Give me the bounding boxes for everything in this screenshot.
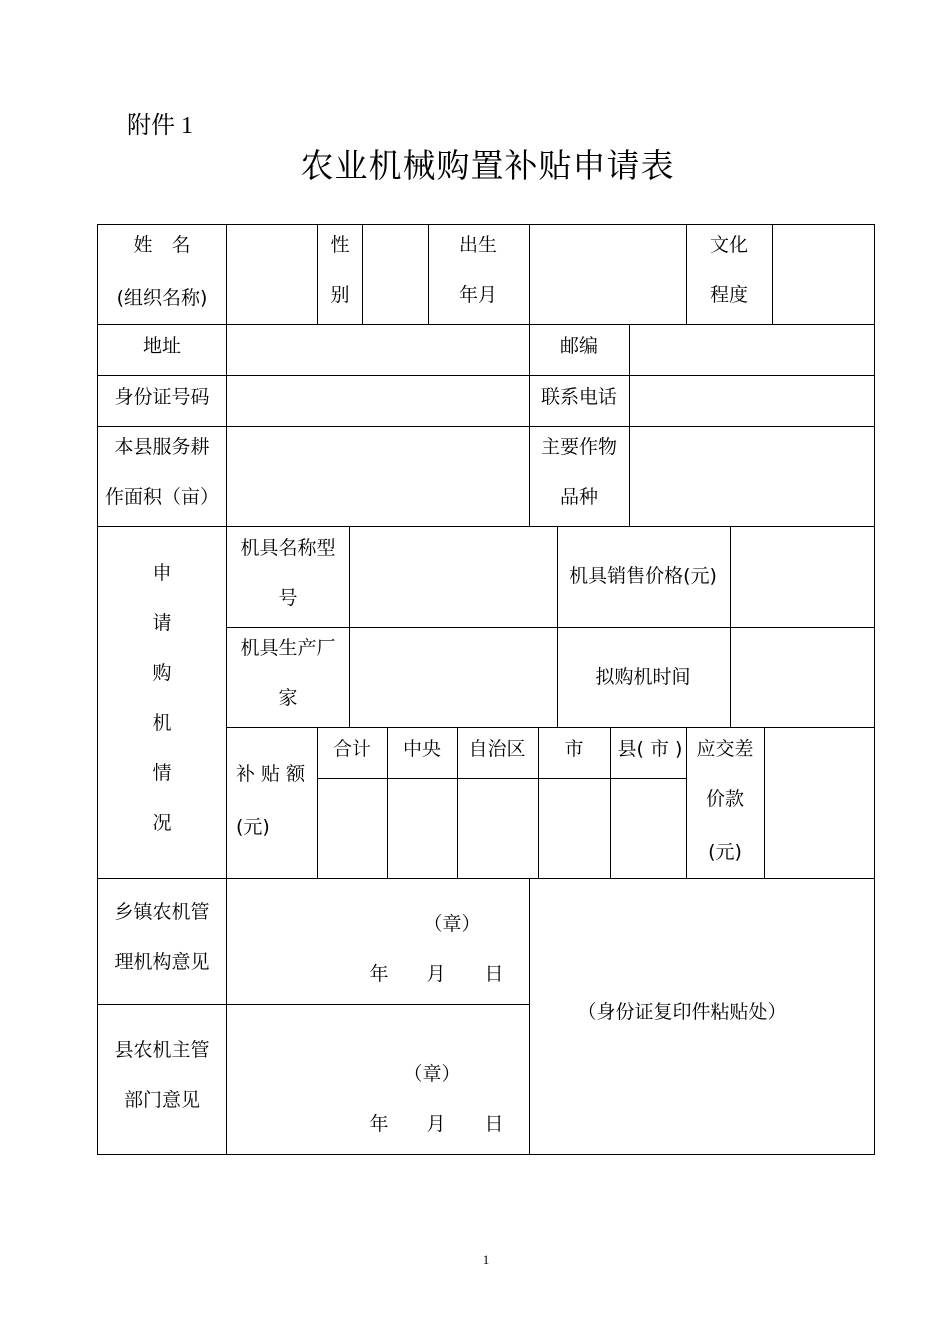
gender-label-line2: 别	[330, 284, 350, 306]
purchase-section-char: 情	[152, 762, 172, 784]
subsidy-col-county: 县( 市 )	[617, 738, 683, 760]
machine-model-label: 机具名称型	[240, 537, 336, 559]
gender-label: 性	[330, 234, 350, 256]
subsidy-col-central: 中央	[402, 738, 442, 760]
balance-label-line2: 价款	[705, 788, 745, 810]
machine-model-label-line2: 号	[278, 587, 298, 609]
birth-label: 出生	[458, 234, 498, 256]
address-label: 地址	[142, 335, 182, 357]
town-opinion-label-line2: 理机构意见	[114, 951, 210, 973]
subsidy-col-total: 合计	[332, 738, 372, 760]
purchase-section-char: 申	[152, 562, 172, 584]
balance-unit-label: (元)	[708, 841, 742, 863]
manufacturer-label-line2: 家	[278, 687, 298, 709]
purchase-section-char: 请	[152, 612, 172, 634]
town-date-month: 月	[426, 963, 446, 985]
purchase-section-char: 机	[152, 712, 172, 734]
service-area-label-line2: 作面积（亩）	[104, 486, 220, 508]
crop-label: 主要作物	[540, 436, 618, 458]
page-number: 1	[482, 1252, 490, 1267]
id-copy-paste-area-label: （身份证复印件粘贴处）	[577, 1001, 787, 1023]
sale-price-label: 机具销售价格(元)	[569, 565, 717, 587]
education-label-line2: 程度	[709, 284, 749, 306]
county-opinion-label: 县农机主管	[114, 1039, 210, 1061]
birth-label-line2: 年月	[458, 284, 498, 306]
county-opinion-label-line2: 部门意见	[123, 1089, 201, 1111]
town-seal-label: （章）	[423, 913, 481, 935]
subsidy-col-region: 自治区	[468, 738, 526, 760]
town-date-year: 年	[369, 963, 389, 985]
education-label: 文化	[709, 234, 749, 256]
attachment-label: 附件 1	[127, 111, 193, 139]
phone-label: 联系电话	[540, 386, 618, 408]
subsidy-col-city: 市	[564, 738, 584, 760]
form-title: 农业机械购置补贴申请表	[300, 146, 675, 185]
postcode-label: 邮编	[559, 335, 599, 357]
organization-name-label: (组织名称)	[116, 287, 208, 309]
purchase-time-label: 拟购机时间	[595, 666, 691, 688]
name-label: 姓 名	[133, 234, 191, 256]
town-date-day: 日	[484, 963, 504, 985]
county-seal-label: （章）	[403, 1063, 461, 1085]
balance-label: 应交差	[696, 738, 754, 760]
id-number-label: 身份证号码	[114, 386, 210, 408]
county-date-year: 年	[369, 1113, 389, 1135]
purchase-section-char: 况	[152, 812, 172, 834]
subsidy-unit-label: (元)	[236, 816, 270, 838]
crop-label-line2: 品种	[559, 486, 599, 508]
town-opinion-label: 乡镇农机管	[114, 901, 210, 923]
service-area-label: 本县服务耕	[114, 436, 210, 458]
county-date-day: 日	[484, 1113, 504, 1135]
county-date-month: 月	[426, 1113, 446, 1135]
purchase-section-char: 购	[152, 662, 172, 684]
subsidy-label: 补 贴 额	[236, 763, 306, 785]
manufacturer-label: 机具生产厂	[240, 637, 336, 659]
